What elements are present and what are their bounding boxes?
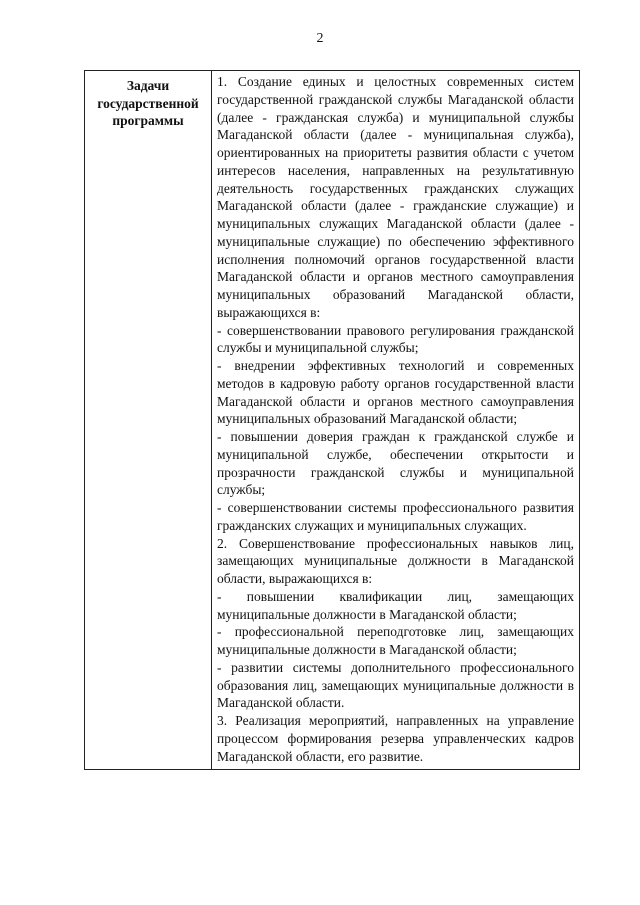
task-paragraph: - развитии системы дополнительного профессионального образования лиц, замещающих муниципальные должности в Магаданской области.: [217, 659, 574, 711]
table-row: [85, 71, 580, 770]
task-paragraph: 2. Совершенствование профессиональных навыков лиц, замещающих муниципальные должности в Магаданской области, выражающихся в:: [217, 535, 574, 586]
program-tasks-table: [84, 70, 580, 770]
task-paragraph: 1. Создание единых и целостных современных систем государственной гражданской службы Магаданской области (далее - гражданская служба) и муниципальной службы Магаданской области (далее - муниципальная служба), ориентированных на приоритеты развития области с учетом интересов населения, направленных на результативную деятельность государственных гражданских служащих Магаданской области (далее - гражданские служащие) и муниципальных служащих Магаданской области (далее - муниципальные служащие) по обеспечению эффективного исполнения полномочий органов государственной власти Магаданской области и органов местного самоуправления муниципальных образований Магаданской области, выражающихся в:: [217, 74, 574, 320]
row-content: [212, 71, 580, 770]
task-paragraph: - повышении доверия граждан к гражданской службе и муниципальной службе, обеспечении открытости и прозрачности гражданской службы и муниципальной службы;: [217, 429, 574, 498]
row-label: Задачи государственной программы: [85, 71, 212, 770]
task-paragraph: - повышении квалификации лиц, замещающих муниципальные должности в Магаданской области;: [217, 588, 574, 622]
page-number: 2: [316, 31, 324, 46]
task-paragraph: - совершенствовании правового регулирования гражданской службы и муниципальной службы;: [217, 322, 574, 356]
task-paragraph: - внедрении эффективных технологий и современных методов в кадровую работу органов государственной власти Магаданской области и органов местного самоуправления муниципальных образований Магаданской области;: [217, 358, 574, 427]
task-paragraph: 3. Реализация мероприятий, направленных на управление процессом формирования резерва управленческих кадров Магаданской области, его развитие.: [217, 713, 574, 764]
task-paragraph: - совершенствовании системы профессионального развития гражданских служащих и муниципальных служащих.: [217, 500, 574, 533]
task-paragraph: - профессиональной переподготовке лиц, замещающих муниципальные должности в Магаданской области;: [217, 624, 574, 657]
